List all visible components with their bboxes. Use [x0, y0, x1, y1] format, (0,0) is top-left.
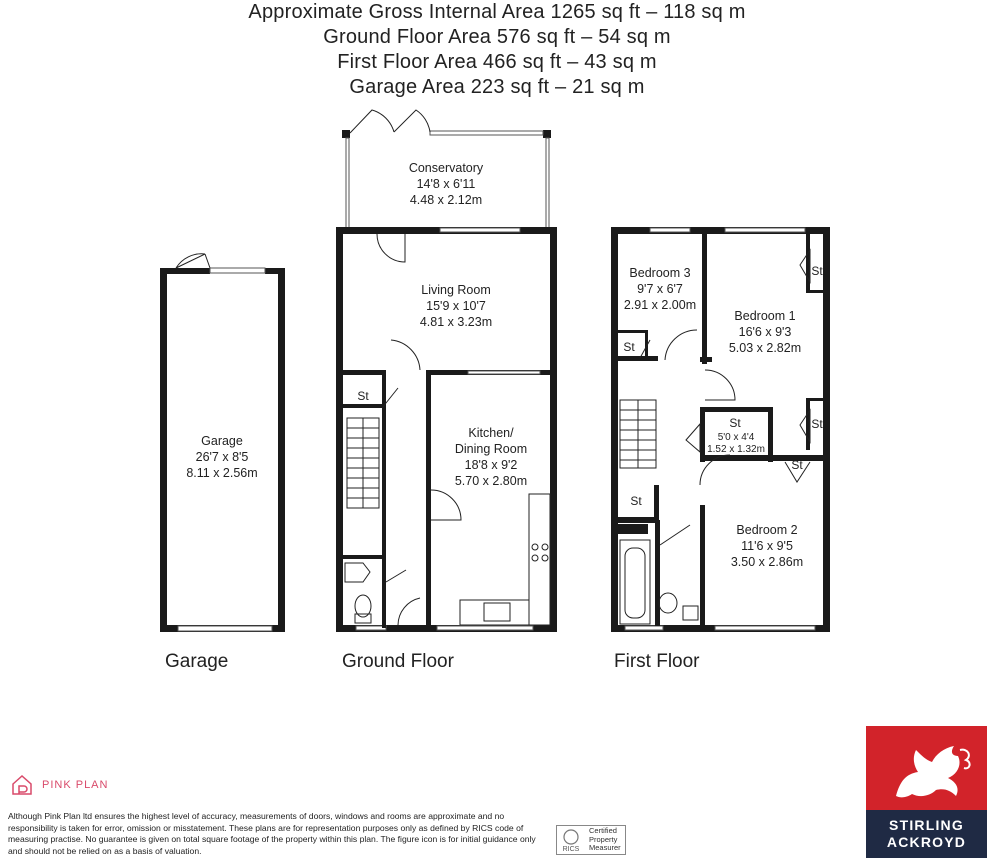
- rics-badge: [556, 824, 646, 856]
- kitchen-metric: 5.70 x 2.80m: [454, 474, 528, 488]
- garage-floor-label: Garage: [165, 651, 229, 672]
- ground-store-label: St: [357, 389, 369, 403]
- rics-line1: Certified: [589, 826, 617, 836]
- living-room-metric: 4.81 x 3.23m: [419, 315, 493, 329]
- rics-logo-icon: [557, 826, 585, 854]
- gross-area-line: Approximate Gross Internal Area 1265 sq ft – 118 sq m: [248, 1, 746, 23]
- pink-plan-icon: [10, 773, 34, 797]
- bedroom3-imperial: 9'7 x 6'7: [637, 282, 683, 296]
- rics-text: [585, 827, 625, 853]
- pink-plan-logo: [10, 773, 108, 797]
- living-room-name: Living Room: [421, 283, 491, 297]
- kitchen-name-line2: Dining Room: [454, 442, 528, 456]
- garage-metric: 8.11 x 2.56m: [186, 466, 258, 480]
- first-floor-label: First Floor: [614, 651, 700, 672]
- stirling-ackroyd-logo: [866, 726, 987, 858]
- conservatory-name: Conservatory: [408, 161, 484, 175]
- bedroom1-store-bottom-label: St: [811, 417, 823, 431]
- living-room-imperial: 15'9 x 10'7: [426, 299, 486, 313]
- bedroom1-metric: 5.03 x 2.82m: [728, 341, 802, 355]
- garage-imperial: 26'7 x 8'5: [195, 450, 249, 464]
- agency-name-line1: STIRLING: [889, 817, 964, 833]
- bedroom2-name: Bedroom 2: [736, 523, 798, 537]
- store-imperial: 5'0 x 4'4: [717, 432, 755, 443]
- ground-floor-label: Ground Floor: [342, 651, 454, 672]
- garage-area-line: Garage Area 223 sq ft – 21 sq m: [349, 76, 645, 98]
- pink-plan-text: PINK PLAN: [42, 779, 109, 791]
- ground-floor-area-line: Ground Floor Area 576 sq ft – 54 sq m: [323, 26, 671, 48]
- kitchen-imperial: 18'8 x 9'2: [464, 458, 518, 472]
- first-floor-area-line: First Floor Area 466 sq ft – 43 sq m: [337, 51, 657, 73]
- disclaimer-text: Although Pink Plan ltd ensures the highest level of accuracy, measurements of doors, windows and rooms are approximate and no responsibility is taken for error, omission or misstatement. These plans are for representation purposes only as defined by RICS code of measuring practise. No guarantee is given on total square footage of the property within this plan. The figure icon is for initial guidance only and should not be relied on as a basis of valuation.: [8, 811, 536, 856]
- bedroom3-name: Bedroom 3: [629, 266, 691, 280]
- garage-room-name: Garage: [201, 434, 243, 448]
- bedroom3-store-label: St: [623, 340, 635, 354]
- rics-line2: Property: [589, 834, 618, 844]
- conservatory-metric: 4.48 x 2.12m: [409, 193, 483, 207]
- bedroom2-imperial: 11'6 x 9'5: [741, 539, 793, 553]
- store-metric: 1.52 x 1.32m: [707, 444, 765, 455]
- rics-line3: Measurer: [589, 843, 621, 853]
- griffin-icon: [866, 726, 987, 810]
- bedroom1-name: Bedroom 1: [734, 309, 796, 323]
- landing-store-label: St: [630, 494, 642, 508]
- bedroom2-metric: 3.50 x 2.86m: [730, 555, 804, 569]
- kitchen-name-line1: Kitchen/: [468, 426, 514, 440]
- rics-label: RICS: [562, 846, 580, 853]
- bedroom1-imperial: 16'6 x 9'3: [738, 325, 792, 339]
- bedroom3-metric: 2.91 x 2.00m: [623, 298, 697, 312]
- bedroom2-store-label: St: [791, 458, 803, 472]
- conservatory-imperial: 14'8 x 6'11: [416, 177, 476, 191]
- store-name: St: [729, 416, 741, 430]
- agency-name-line2: ACKROYD: [886, 834, 967, 850]
- bedroom1-store-top-label: St: [811, 264, 823, 278]
